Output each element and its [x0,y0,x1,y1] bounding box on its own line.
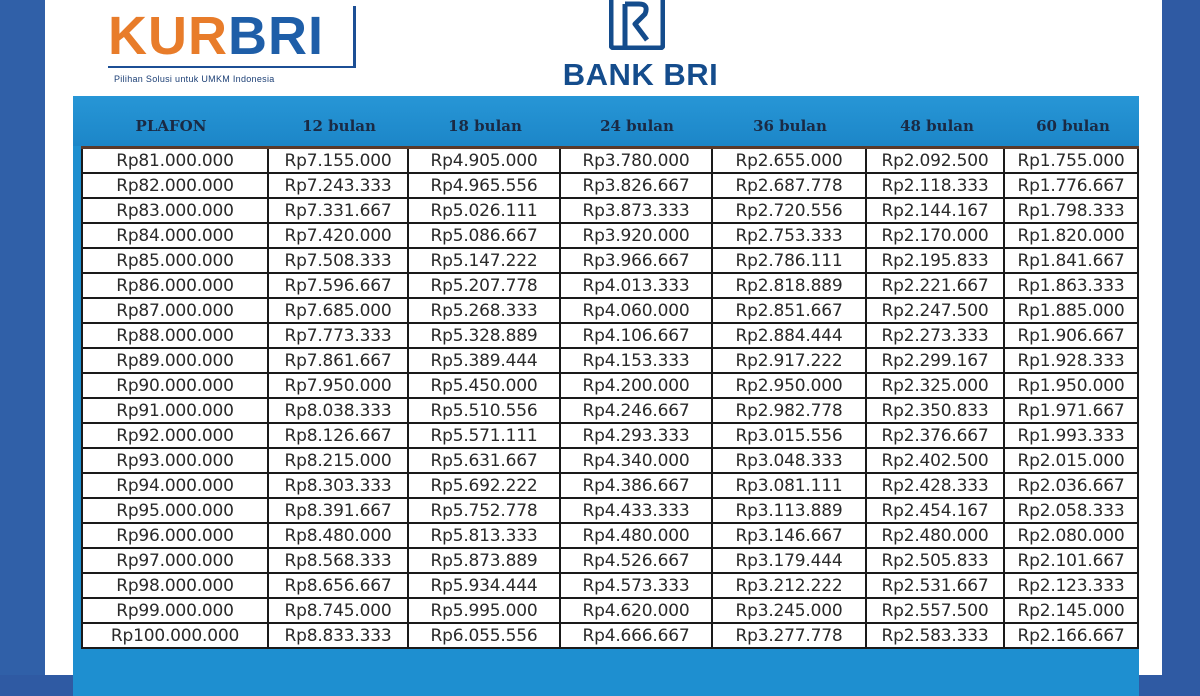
cell-60-bulan: Rp1.885.000 [1004,298,1138,323]
cell-18-bulan: Rp4.905.000 [408,148,560,174]
cell-18-bulan: Rp5.510.556 [408,398,560,423]
cell-36-bulan: Rp2.655.000 [712,148,866,174]
cell-24-bulan: Rp4.386.667 [560,473,712,498]
cell-36-bulan: Rp3.212.222 [712,573,866,598]
installment-table [73,96,1139,696]
table-row [82,198,1138,223]
cell-18-bulan: Rp5.389.444 [408,348,560,373]
cell-24-bulan: Rp3.780.000 [560,148,712,174]
cell-18-bulan: Rp4.965.556 [408,173,560,198]
cell-48-bulan: Rp2.583.333 [866,623,1004,648]
table-row [82,373,1138,398]
cell-60-bulan: Rp1.906.667 [1004,323,1138,348]
cell-12-bulan: Rp8.391.667 [268,498,408,523]
cell-36-bulan: Rp2.720.556 [712,198,866,223]
table-row [82,348,1138,373]
cell-60-bulan: Rp2.015.000 [1004,448,1138,473]
cell-36-bulan: Rp2.917.222 [712,348,866,373]
table-row [82,398,1138,423]
cell-24-bulan: Rp3.966.667 [560,248,712,273]
table-row [82,248,1138,273]
cell-36-bulan: Rp3.179.444 [712,548,866,573]
cell-60-bulan: Rp2.123.333 [1004,573,1138,598]
table-row [82,623,1138,648]
cell-48-bulan: Rp2.480.000 [866,523,1004,548]
cell-plafon: Rp84.000.000 [82,223,268,248]
table-header-row [73,96,1139,146]
cell-12-bulan: Rp7.243.333 [268,173,408,198]
cell-36-bulan: Rp2.818.889 [712,273,866,298]
cell-plafon: Rp94.000.000 [82,473,268,498]
cell-36-bulan: Rp3.245.000 [712,598,866,623]
cell-plafon: Rp96.000.000 [82,523,268,548]
cell-48-bulan: Rp2.376.667 [866,423,1004,448]
cell-plafon: Rp99.000.000 [82,598,268,623]
cell-24-bulan: Rp4.480.000 [560,523,712,548]
cell-18-bulan: Rp5.873.889 [408,548,560,573]
cell-12-bulan: Rp7.773.333 [268,323,408,348]
header-24-bulan: 24 bulan [600,117,674,135]
cell-24-bulan: Rp4.620.000 [560,598,712,623]
cell-48-bulan: Rp2.557.500 [866,598,1004,623]
cell-plafon: Rp93.000.000 [82,448,268,473]
cell-36-bulan: Rp3.081.111 [712,473,866,498]
cell-18-bulan: Rp5.752.778 [408,498,560,523]
cell-12-bulan: Rp7.861.667 [268,348,408,373]
cell-48-bulan: Rp2.092.500 [866,148,1004,174]
cell-12-bulan: Rp8.480.000 [268,523,408,548]
table-row [82,298,1138,323]
cell-plafon: Rp85.000.000 [82,248,268,273]
header-60-bulan: 60 bulan [1036,117,1110,135]
cell-12-bulan: Rp8.126.667 [268,423,408,448]
header-48-bulan: 48 bulan [900,117,974,135]
cell-24-bulan: Rp4.433.333 [560,498,712,523]
cell-24-bulan: Rp4.200.000 [560,373,712,398]
cell-60-bulan: Rp1.950.000 [1004,373,1138,398]
cell-plafon: Rp88.000.000 [82,323,268,348]
cell-60-bulan: Rp2.058.333 [1004,498,1138,523]
table-row [82,523,1138,548]
cell-36-bulan: Rp3.048.333 [712,448,866,473]
cell-60-bulan: Rp1.863.333 [1004,273,1138,298]
cell-12-bulan: Rp7.685.000 [268,298,408,323]
cell-36-bulan: Rp2.982.778 [712,398,866,423]
cell-24-bulan: Rp3.920.000 [560,223,712,248]
table-row [82,273,1138,298]
cell-18-bulan: Rp5.692.222 [408,473,560,498]
cell-60-bulan: Rp2.166.667 [1004,623,1138,648]
cell-60-bulan: Rp2.145.000 [1004,598,1138,623]
cell-12-bulan: Rp8.568.333 [268,548,408,573]
cell-plafon: Rp97.000.000 [82,548,268,573]
cell-12-bulan: Rp7.950.000 [268,373,408,398]
header-18-bulan: 18 bulan [448,117,522,135]
cell-24-bulan: Rp4.526.667 [560,548,712,573]
header-12-bulan: 12 bulan [302,117,376,135]
cell-12-bulan: Rp8.833.333 [268,623,408,648]
cell-48-bulan: Rp2.505.833 [866,548,1004,573]
cell-plafon: Rp89.000.000 [82,348,268,373]
cell-18-bulan: Rp5.813.333 [408,523,560,548]
cell-36-bulan: Rp2.753.333 [712,223,866,248]
cell-12-bulan: Rp8.303.333 [268,473,408,498]
cell-60-bulan: Rp1.928.333 [1004,348,1138,373]
cell-48-bulan: Rp2.428.333 [866,473,1004,498]
cell-12-bulan: Rp7.596.667 [268,273,408,298]
cell-48-bulan: Rp2.170.000 [866,223,1004,248]
cell-48-bulan: Rp2.195.833 [866,248,1004,273]
cell-18-bulan: Rp5.571.111 [408,423,560,448]
cell-48-bulan: Rp2.221.667 [866,273,1004,298]
cell-48-bulan: Rp2.402.500 [866,448,1004,473]
cell-plafon: Rp82.000.000 [82,173,268,198]
cell-24-bulan: Rp4.246.667 [560,398,712,423]
cell-48-bulan: Rp2.350.833 [866,398,1004,423]
cell-plafon: Rp98.000.000 [82,573,268,598]
cell-36-bulan: Rp2.687.778 [712,173,866,198]
cell-60-bulan: Rp1.776.667 [1004,173,1138,198]
cell-18-bulan: Rp5.147.222 [408,248,560,273]
table-row [82,548,1138,573]
cell-18-bulan: Rp5.995.000 [408,598,560,623]
cell-12-bulan: Rp8.215.000 [268,448,408,473]
cell-18-bulan: Rp6.055.556 [408,623,560,648]
cell-60-bulan: Rp1.820.000 [1004,223,1138,248]
kur-bri-logo [108,6,356,68]
cell-24-bulan: Rp4.293.333 [560,423,712,448]
cell-48-bulan: Rp2.325.000 [866,373,1004,398]
cell-48-bulan: Rp2.454.167 [866,498,1004,523]
table-row [82,223,1138,248]
cell-plafon: Rp83.000.000 [82,198,268,223]
table-row [82,148,1138,174]
cell-plafon: Rp90.000.000 [82,373,268,398]
cell-36-bulan: Rp2.786.111 [712,248,866,273]
cell-60-bulan: Rp2.101.667 [1004,548,1138,573]
cell-60-bulan: Rp1.798.333 [1004,198,1138,223]
rates-table-body [81,146,1139,649]
cell-24-bulan: Rp4.153.333 [560,348,712,373]
cell-24-bulan: Rp4.666.667 [560,623,712,648]
cell-18-bulan: Rp5.328.889 [408,323,560,348]
cell-plafon: Rp100.000.000 [82,623,268,648]
table-row [82,573,1138,598]
cell-36-bulan: Rp2.884.444 [712,323,866,348]
cell-48-bulan: Rp2.144.167 [866,198,1004,223]
cell-60-bulan: Rp2.080.000 [1004,523,1138,548]
cell-36-bulan: Rp2.851.667 [712,298,866,323]
cell-60-bulan: Rp2.036.667 [1004,473,1138,498]
table-row [82,473,1138,498]
cell-plafon: Rp87.000.000 [82,298,268,323]
bri-emblem-icon [609,0,665,50]
header-plafon: PLAFON [135,117,207,135]
cell-48-bulan: Rp2.118.333 [866,173,1004,198]
cell-plafon: Rp95.000.000 [82,498,268,523]
logo-bri-text: BRI [228,6,324,66]
cell-24-bulan: Rp3.826.667 [560,173,712,198]
cell-plafon: Rp92.000.000 [82,423,268,448]
cell-12-bulan: Rp8.656.667 [268,573,408,598]
table-row [82,448,1138,473]
cell-36-bulan: Rp3.113.889 [712,498,866,523]
cell-12-bulan: Rp7.331.667 [268,198,408,223]
cell-24-bulan: Rp4.013.333 [560,273,712,298]
table-row [82,173,1138,198]
cell-36-bulan: Rp2.950.000 [712,373,866,398]
cell-12-bulan: Rp7.508.333 [268,248,408,273]
bank-bri-wordmark: BANK BRI [562,57,719,92]
cell-12-bulan: Rp8.038.333 [268,398,408,423]
cell-60-bulan: Rp1.971.667 [1004,398,1138,423]
cell-24-bulan: Rp3.873.333 [560,198,712,223]
cell-plafon: Rp91.000.000 [82,398,268,423]
cell-48-bulan: Rp2.299.167 [866,348,1004,373]
cell-18-bulan: Rp5.026.111 [408,198,560,223]
cell-plafon: Rp81.000.000 [82,148,268,174]
cell-18-bulan: Rp5.934.444 [408,573,560,598]
cell-18-bulan: Rp5.207.778 [408,273,560,298]
cell-18-bulan: Rp5.631.667 [408,448,560,473]
cell-12-bulan: Rp8.745.000 [268,598,408,623]
cell-24-bulan: Rp4.106.667 [560,323,712,348]
cell-18-bulan: Rp5.268.333 [408,298,560,323]
table-row [82,598,1138,623]
logo-tagline: Pilihan Solusi untuk UMKM Indonesia [114,74,275,84]
cell-60-bulan: Rp1.755.000 [1004,148,1138,174]
cell-12-bulan: Rp7.420.000 [268,223,408,248]
cell-plafon: Rp86.000.000 [82,273,268,298]
cell-48-bulan: Rp2.273.333 [866,323,1004,348]
header-36-bulan: 36 bulan [753,117,827,135]
table-row [82,498,1138,523]
background-left-panel [0,0,45,675]
cell-18-bulan: Rp5.086.667 [408,223,560,248]
cell-60-bulan: Rp1.841.667 [1004,248,1138,273]
cell-60-bulan: Rp1.993.333 [1004,423,1138,448]
cell-48-bulan: Rp2.247.500 [866,298,1004,323]
cell-36-bulan: Rp3.015.556 [712,423,866,448]
logo-kur-text: KUR [108,6,228,66]
cell-24-bulan: Rp4.060.000 [560,298,712,323]
cell-48-bulan: Rp2.531.667 [866,573,1004,598]
table-row [82,423,1138,448]
cell-12-bulan: Rp7.155.000 [268,148,408,174]
cell-24-bulan: Rp4.340.000 [560,448,712,473]
cell-24-bulan: Rp4.573.333 [560,573,712,598]
cell-18-bulan: Rp5.450.000 [408,373,560,398]
cell-36-bulan: Rp3.146.667 [712,523,866,548]
table-row [82,323,1138,348]
cell-36-bulan: Rp3.277.778 [712,623,866,648]
background-right-panel [1162,0,1200,675]
